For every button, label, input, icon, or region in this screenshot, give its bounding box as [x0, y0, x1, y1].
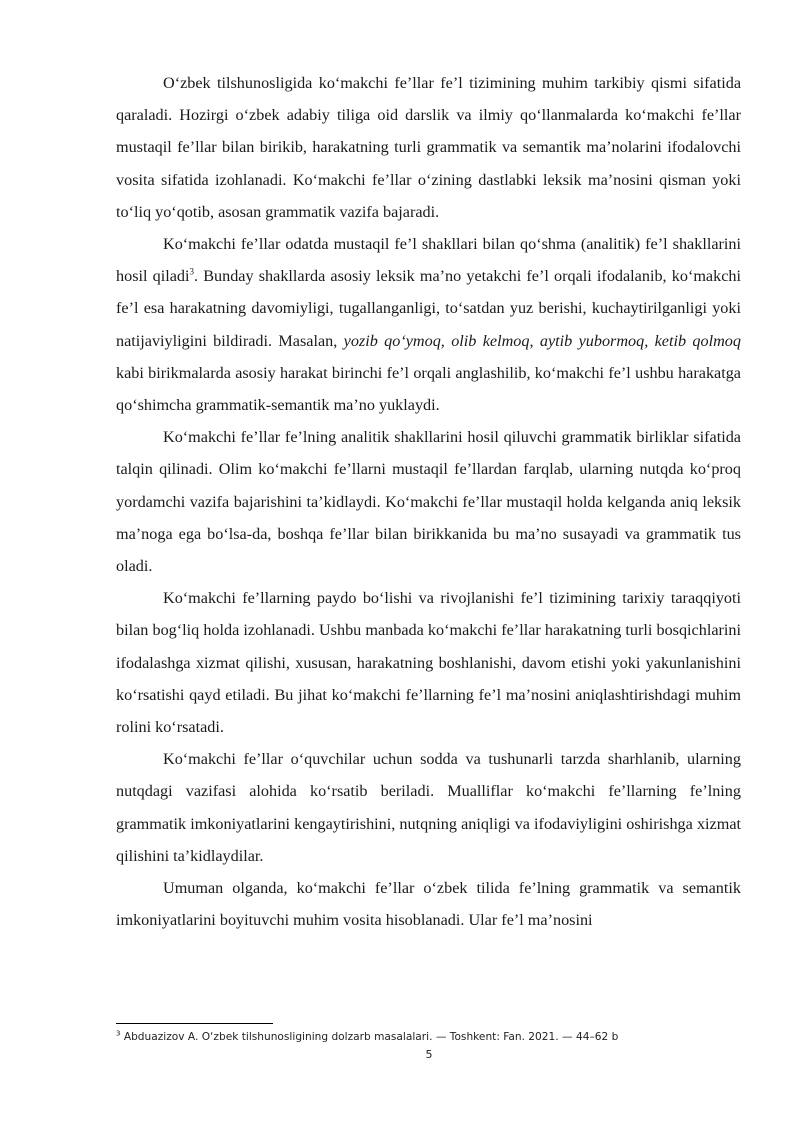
paragraph-2-text-c: kabi birikmalarda asosiy harakat birinchi fe’l orqali anglashilib, ko‘makchi fe’l ushbu harakatga qo‘shimcha grammatik-semantik ma’no yuklaydi. [116, 363, 741, 415]
footnote-reference: 3 [189, 266, 195, 277]
paragraph-6: Umuman olganda, ko‘makchi fe’llar o‘zbek tilida fe’lning grammatik va semantik imkoniyatlarini boyituvchi muhim vosita hisoblanadi. Ular fe’l ma’nosini [116, 879, 741, 930]
footnote-marker: 3 [116, 1029, 121, 1038]
paragraph-2-text-b: . Bunday shakllarda asosiy leksik ma’no yetakchi fe’l orqali ifodalanib, ko‘makchi fe’l esa harakatning davomiyligi, tugallanganligi, to‘satdan yuz berishi, kuchaytirilganligi yoki natijaviyligini bildiradi. Masalan, [116, 267, 741, 350]
paragraph-1: O‘zbek tilshunosligida ko‘makchi fe’llar fe’l tizimining muhim tarkibiy qismi sifatida qaraladi. Hozirgi o‘zbek adabiy tiliga oid darslik va ilmiy qo‘llanmalarda ko‘makchi fe’llar mustaqil fe’llar bilan birikib, harakatning turli grammatik va semantik ma’nolarini ifodalovchi vosita sifatida izohlanadi. Ko‘makchi fe’llar o‘zining dastlabki leksik ma’nosini qisman yoki to‘liq yo‘qotib, asosan grammatik vazifa bajaradi. [116, 74, 741, 221]
footnote-text: Abduazizov A. O‘zbek tilshunosligining dolzarb masalalari. — Toshkent: Fan. 2021. — 44–62 b [120, 1031, 619, 1043]
document-body [116, 67, 741, 936]
paragraph-3: Ko‘makchi fe’llar fe’lning analitik shakllarini hosil qiluvchi grammatik birliklar sifatida talqin qilinadi. Olim ko‘makchi fe’llarni mustaqil fe’llardan farqlab, ularning nutqda ko‘proq yordamchi vazifa bajarishini ta’kidlaydi. Ko‘makchi fe’llar mustaqil holda kelganda aniq leksik ma’noga ega bo‘lsa-da, boshqa fe’llar bilan birikkanida bu ma’no susayadi va grammatik tus oladi. [116, 428, 741, 576]
paragraph-4: Ko‘makchi fe’llarning paydo bo‘lishi va rivojlanishi fe’l tizimining tarixiy taraqqiyoti bilan bog‘liq holda izohlanadi. Ushbu manbada ko‘makchi fe’llar harakatning turli bosqichlarini ifodalashga xizmat qilishi, xususan, harakatning boshlanishi, davom etishi yoki yakunlanishini ko‘rsatishi qayd etiladi. Bu jihat ko‘makchi fe’llarning fe’l ma’nosini aniqlashtirishdagi muhim rolini ko‘rsatadi. [116, 589, 741, 737]
paragraph-5: Ko‘makchi fe’llar o‘quvchilar uchun sodda va tushunarli tarzda sharhlanib, ularning nutqdagi vazifasi alohida ko‘rsatib beriladi. Mualliflar ko‘makchi fe’llarning fe’lning grammatik imkoniyatlarini kengaytirishini, nutqning aniqligi va ifodaviyligini oshirishga xizmat qilishini ta’kidlaydilar. [116, 750, 741, 865]
paragraph-2 [116, 228, 741, 421]
page-number: 5 [425, 1048, 433, 1061]
paragraph-2-examples: yozib qo‘ymoq, olib kelmoq, aytib yubormoq, ketib qolmoq [343, 331, 741, 350]
footnote [116, 1030, 741, 1044]
footnote-separator [116, 1023, 273, 1024]
paragraph-2-text-a: Ko‘makchi fe’llar odatda mustaqil fe’l shakllari bilan qo‘shma (analitik) fe’l shakllarini hosil qiladi [116, 235, 741, 286]
